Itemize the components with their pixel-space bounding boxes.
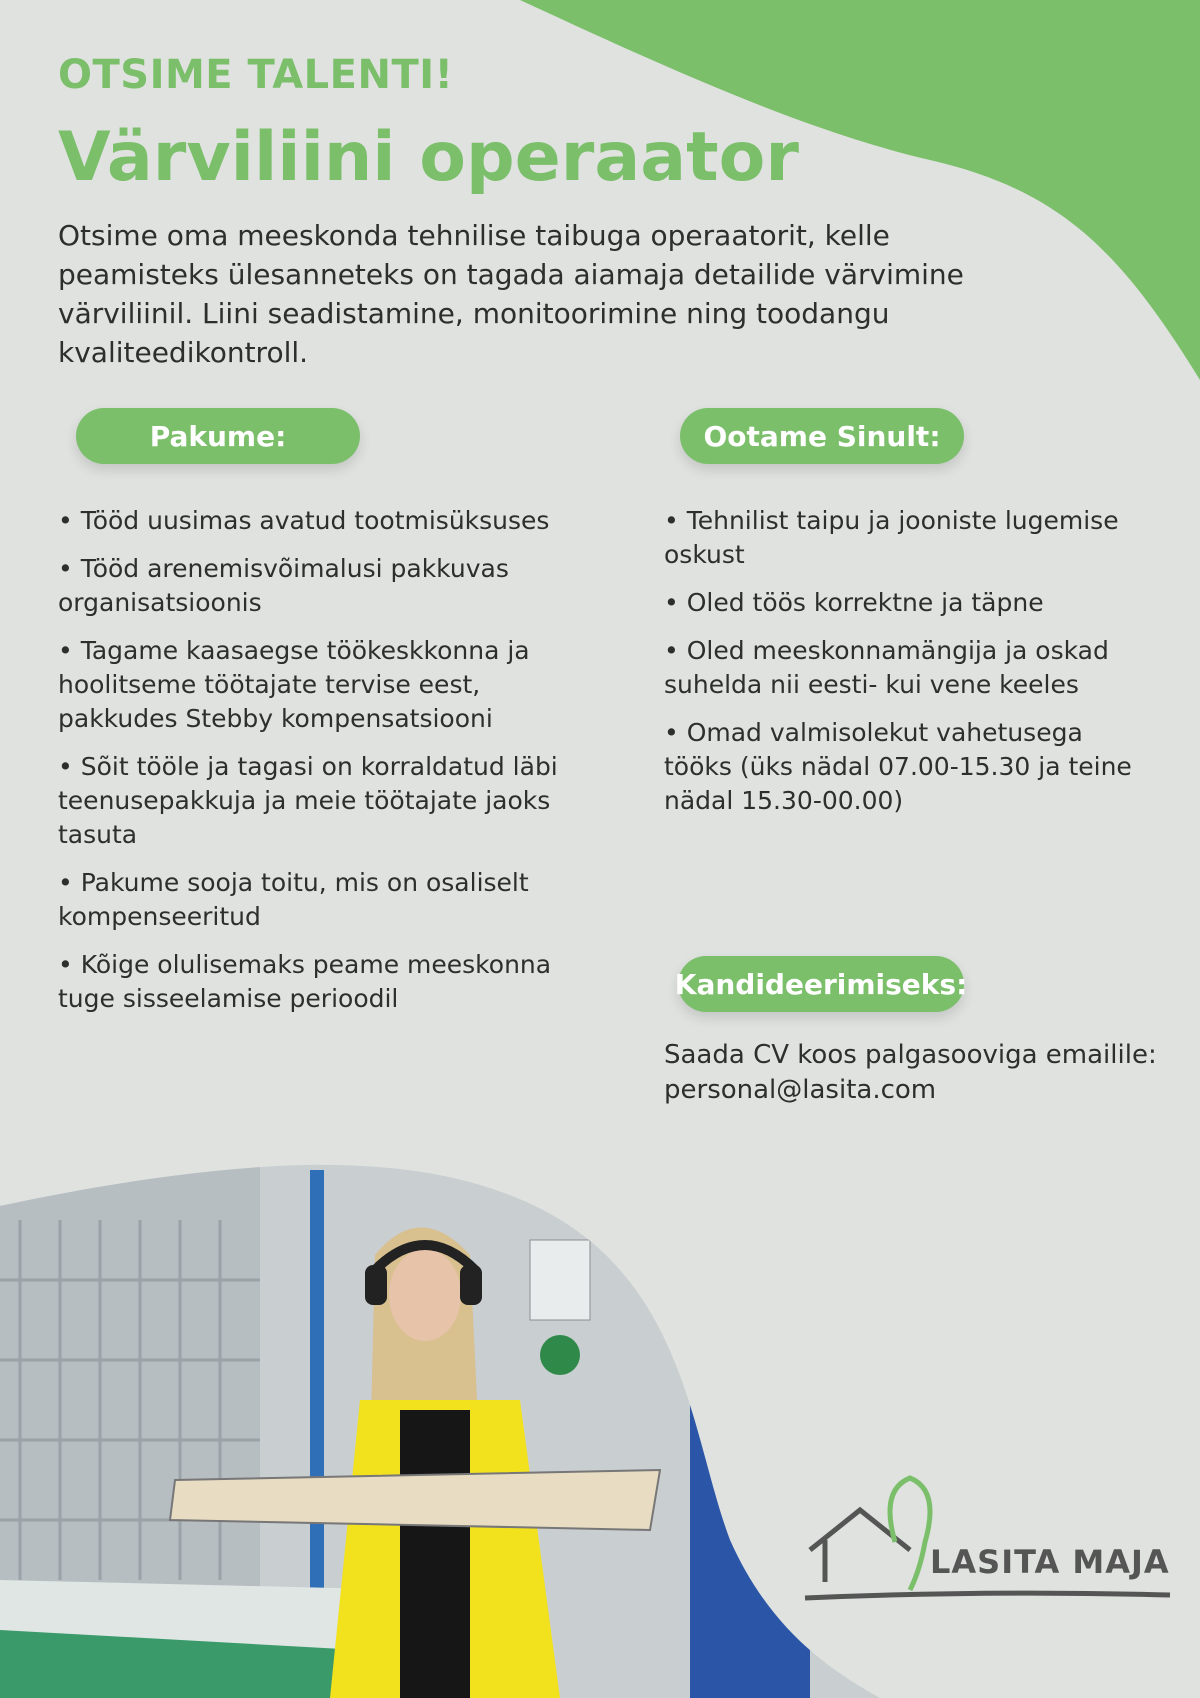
offer-item: • Tööd uusimas avatud tootmisüksuses bbox=[58, 504, 578, 538]
offer-item: • Sõit tööle ja tagasi on korraldatud läbi teenusepakkuja ja meie töötajate jaoks tasuta bbox=[58, 750, 578, 852]
expect-item: • Oled töös korrektne ja täpne bbox=[664, 586, 1134, 620]
offer-list bbox=[58, 504, 578, 1030]
lasita-maja-logo bbox=[800, 1470, 1180, 1610]
offer-item: • Tööd arenemisvõimalusi pakkuvas organisatsioonis bbox=[58, 552, 578, 620]
kicker-heading: OTSIME TALENTI! bbox=[58, 52, 454, 98]
offer-item: • Pakume sooja toitu, mis on osaliselt kompenseeritud bbox=[58, 866, 578, 934]
expect-item: • Omad valmisolekut vahetusega tööks (üks nädal 07.00-15.30 ja teine nädal 15.30-00.00) bbox=[664, 716, 1134, 818]
page-title: Värviliini operaator bbox=[58, 118, 799, 197]
expect-list bbox=[664, 504, 1134, 832]
expect-item: • Oled meeskonnamängija ja oskad suhelda nii eesti- kui vene keeles bbox=[664, 634, 1134, 702]
offer-label: Pakume: bbox=[149, 419, 287, 453]
offer-item: • Kõige olulisemaks peame meeskonna tuge sisseelamise perioodil bbox=[58, 948, 578, 1016]
offer-pill bbox=[76, 408, 360, 464]
apply-text: Saada CV koos palgasooviga emailile: personal@lasita.com bbox=[664, 1040, 1157, 1105]
expect-pill bbox=[680, 408, 964, 464]
logo-text: LASITA MAJA bbox=[930, 1543, 1170, 1581]
apply-label: Kandideerimiseks: bbox=[674, 967, 968, 1001]
offer-item: • Tagame kaasaegse töökeskkonna ja hoolitseme töötajate tervise eest, pakkudes Stebby kompensatsiooni bbox=[58, 634, 578, 736]
expect-item: • Tehnilist taipu ja jooniste lugemise oskust bbox=[664, 504, 1134, 572]
worker-photo bbox=[0, 1160, 1200, 1698]
expect-label: Ootame Sinult: bbox=[703, 419, 941, 453]
intro-paragraph: Otsime oma meeskonda tehnilise taibuga operaatorit, kelle peamisteks ülesanneteks on tagada aiamaja detailide värvimine värviliinil. Liini seadistamine, monitoorimine ning toodangu kvaliteedikontroll. bbox=[58, 219, 964, 369]
apply-pill bbox=[674, 956, 968, 1012]
